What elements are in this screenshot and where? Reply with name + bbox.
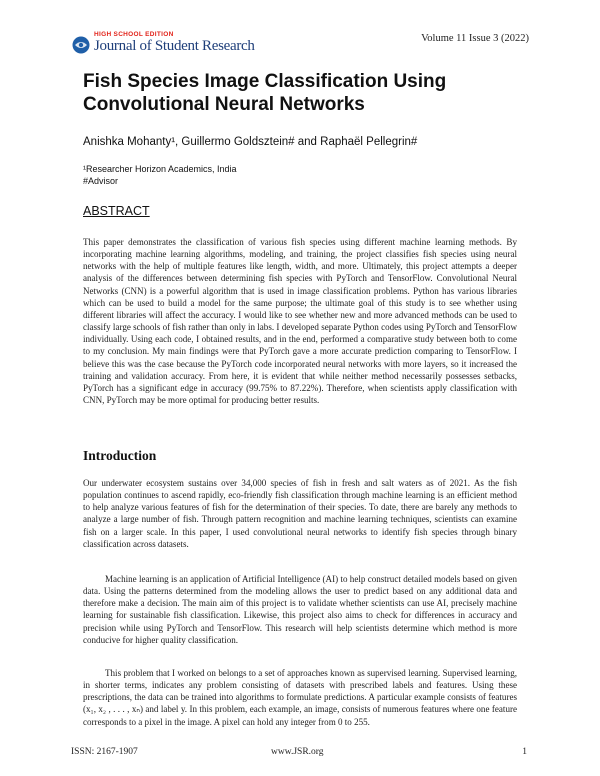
abstract-text: This paper demonstrates the classification of various fish species using different machine learning methods. By incorporating machine learning algorithms, modeling, and training, the project classifies fish species using neural networks with the help of multiple features like length, width, and more. Ultimately, this project attempts a deeper analysis of the differences between determining fish species with PyTorch and TensorFlow. Convolutional Neural Networks (CNN) is a powerful algorithm that is used in image classification problems. Python has various libraries which can be used to build a model for the same purpose; the ultimate goal of this study is to see whether using different libraries will affect the accuracy. I would like to see whether new and more advanced methods can be used to classify large schools of fish rather than only in labs. I developed separate Python codes using PyTorch and TensorFlow individually. Using each code, I obtained results, and in the end, performed a comparative study between both to come to my conclusion. My main findings were that PyTorch gave a more accurate prediction comparing to TensorFlow. I believe this was the case because the PyTorch code incorporated neural networks with more layers, so it increased the training and validation accuracy. From here, it is evident that while neither method necessarily possesses setbacks, PyTorch has a significant edge in accuracy (99.75% to 87.22%). Therefore, when scientists apply classification with CNN, PyTorch may be more optimal for producing better results. <box>83 237 517 406</box>
author-list: Anishka Mohanty¹, Guillermo Goldsztein# and Raphaël Pellegrin# <box>83 136 418 148</box>
issn-footer: ISSN: 2167-1907 <box>71 747 138 757</box>
intro-text-3: This problem that I worked on belongs to a set of approaches known as supervised learning. Supervised learning, in shorter terms, indicates any problem consisting of datasets with prescribed labels and features. Using these prescriptions, the data can be trained into algorithms to formulate predictions. A particular example consists of features (x₁, x₂ , . . . , xₙ) and label y. In this problem, each example, an image, consists of numerous features where one feature corresponds to a pixel in the image. A pixel can hold any integer from 0 to 255. <box>83 668 517 727</box>
logo-edition-label: HIGH SCHOOL EDITION <box>94 31 174 38</box>
journal-globe-icon <box>72 36 90 54</box>
introduction-paragraph-2 <box>83 573 517 646</box>
affiliation-1: ¹Researcher Horizon Academics, India <box>83 164 237 174</box>
paper-title: Fish Species Image Classification Using Convolutional Neural Networks <box>83 71 447 115</box>
intro-text-2: Machine learning is an application of Artificial Intelligence (AI) to help construct detailed models based on given data. Using the patterns determined from the modeling allows the user to predict based on any additional data and therefore make a decision. The main aim of this project is to validate whether scientists can use AI, precisely machine learning for sustainable fish classification. Likewise, this project also aims to check for differences in accuracy and precision while using PyTorch and TensorFlow. This research will help scientists determine which method is more conducive for higher quality classification. <box>83 574 517 645</box>
journal-logo-name: Journal of Student Research <box>94 38 255 54</box>
introduction-paragraph-1 <box>83 477 517 550</box>
abstract-heading: ABSTRACT <box>83 204 150 218</box>
introduction-heading: Introduction <box>83 448 157 463</box>
introduction-paragraph-3 <box>83 667 517 728</box>
site-footer-link[interactable]: www.JSR.org <box>271 747 324 757</box>
volume-issue: Volume 11 Issue 3 (2022) <box>421 33 529 44</box>
abstract-body <box>83 236 517 406</box>
affiliation-2: #Advisor <box>83 176 119 186</box>
intro-text-1: Our underwater ecosystem sustains over 34,000 species of fish in fresh and salt waters as of 2021. As the fish population continues to ascend rapidly, eco-friendly fish classification through machine learning is an efficient method to help analyze various features of fish for the determination of their species. To date, there are barely any methods to analyze a large number of fish. Through pattern recognition and machine learning techniques, scientists can examine fish on a larger scale. In this paper, I used convolutional neural networks to identify fish species through binary classification across datasets. <box>83 478 517 549</box>
page-number: 1 <box>522 747 527 757</box>
